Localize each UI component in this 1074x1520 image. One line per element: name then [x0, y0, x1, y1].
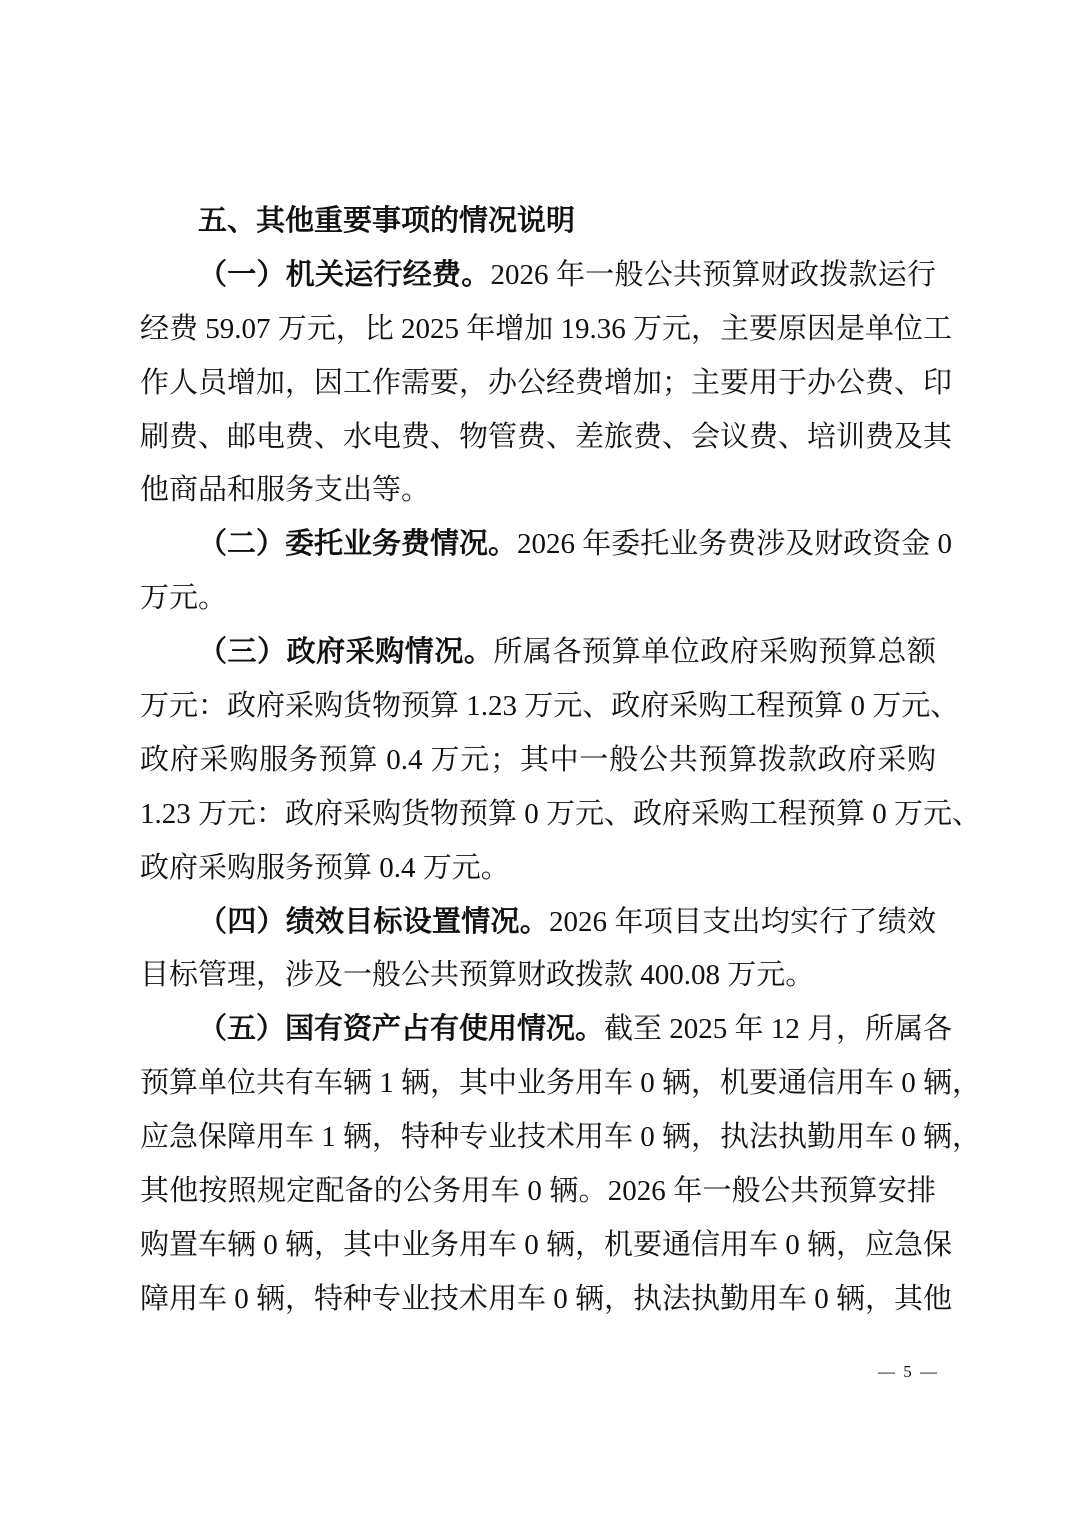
document-body	[140, 195, 982, 1327]
text-line	[140, 303, 953, 357]
paragraph	[140, 896, 936, 1004]
text-line	[140, 249, 936, 303]
paragraph-lead: （五）国有资产占有使用情况。	[198, 1013, 605, 1046]
paragraph	[140, 626, 982, 895]
text-line	[140, 572, 936, 626]
text-line	[140, 1219, 953, 1273]
line-text: 刷费、邮电费、水电费、物管费、差旅费、会议费、培训费及其	[140, 420, 953, 453]
line-text: 2026 年委托业务费涉及财政资金 0	[517, 528, 953, 561]
line-text: 目标管理，涉及一般公共预算财政拨款 400.08 万元。	[140, 959, 815, 992]
paragraph	[140, 1003, 982, 1326]
text-line	[140, 518, 953, 572]
line-text: 作人员增加，因工作需要，办公经费增加；主要用于办公费、印	[140, 366, 953, 399]
text-line	[140, 788, 982, 842]
paragraph-lead: （三）政府采购情况。	[198, 636, 494, 669]
text-line	[140, 357, 953, 411]
paragraphs	[140, 249, 982, 1327]
line-text: 政府采购服务预算 0.4 万元。	[140, 851, 510, 884]
line-text: 政府采购服务预算 0.4 万元；其中一般公共预算拨款政府采购	[140, 743, 936, 776]
text-line	[140, 464, 936, 518]
line-text: 截至 2025 年 12 月，所属各	[604, 1013, 953, 1046]
text-line	[140, 411, 953, 465]
line-text: 万元：政府采购货物预算 1.23 万元、政府采购工程预算 0 万元、	[140, 690, 960, 723]
line-text: 购置车辆 0 辆，其中业务用车 0 辆，机要通信用车 0 辆，应急保	[140, 1228, 953, 1261]
text-line	[140, 1057, 982, 1111]
text-line	[140, 949, 936, 1003]
paragraph-lead: （二）委托业务费情况。	[198, 528, 518, 561]
page-number: — 5 —	[878, 1362, 939, 1381]
line-text: 经费 59.07 万元，比 2025 年增加 19.36 万元，主要原因是单位工	[140, 312, 953, 345]
line-text: 1.23 万元：政府采购货物预算 0 万元、政府采购工程预算 0 万元、	[140, 797, 982, 830]
text-line	[140, 1273, 953, 1327]
line-text: 预算单位共有车辆 1 辆，其中业务用车 0 辆，机要通信用车 0 辆，	[140, 1067, 982, 1100]
line-text: 2026 年项目支出均实行了绩效	[548, 905, 936, 938]
paragraph	[140, 249, 953, 518]
line-text: 障用车 0 辆，特种专业技术用车 0 辆，执法执勤用车 0 辆，其他	[140, 1282, 953, 1315]
text-line	[140, 680, 960, 734]
line-text: 应急保障用车 1 辆，特种专业技术用车 0 辆，执法执勤用车 0 辆，	[140, 1121, 982, 1154]
line-text: 2026 年一般公共预算财政拨款运行	[490, 258, 936, 291]
text-line	[140, 1111, 982, 1165]
line-text: 所属各预算单位政府采购预算总额	[493, 636, 936, 669]
text-line	[140, 842, 936, 896]
section-heading: 五、其他重要事项的情况说明	[198, 205, 576, 237]
paragraph-lead: （四）绩效目标设置情况。	[198, 905, 549, 938]
paragraph	[140, 518, 953, 626]
paragraph-lead: （一）机关运行经费。	[198, 258, 491, 291]
text-line	[140, 896, 936, 950]
line-text: 其他按照规定配备的公务用车 0 辆。2026 年一般公共预算安排	[140, 1175, 936, 1208]
line-text: 万元。	[140, 582, 228, 615]
text-line	[140, 1165, 936, 1219]
text-line	[140, 734, 936, 788]
line-text: 他商品和服务支出等。	[140, 474, 431, 507]
text-line	[140, 626, 936, 680]
text-line	[140, 1003, 953, 1057]
